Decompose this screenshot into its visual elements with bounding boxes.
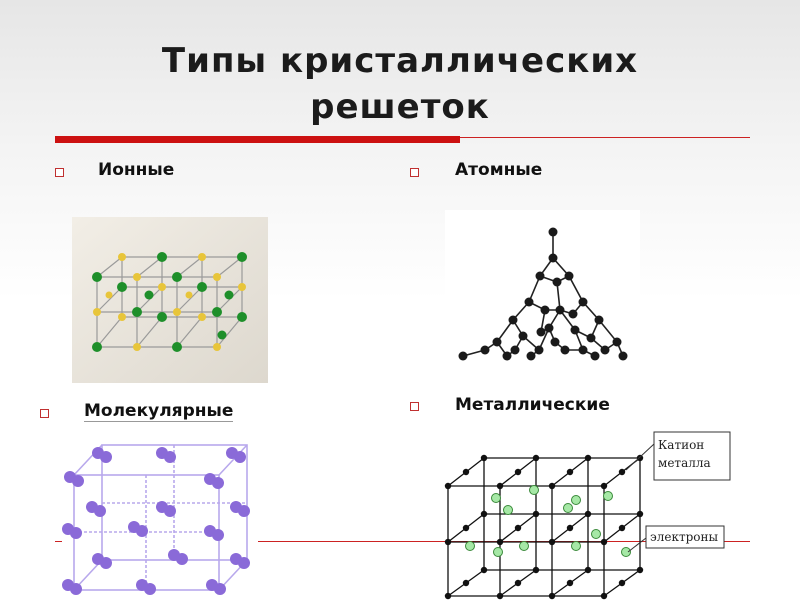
ionic-lattice-image [72, 217, 268, 383]
bullet-icon [55, 168, 64, 177]
label-metallic: Металлические [455, 395, 610, 415]
label-molecular: Молекулярные [84, 401, 234, 421]
label-ionic: Ионные [98, 160, 175, 180]
accent-bar [55, 136, 460, 143]
bullet-icon [410, 402, 419, 411]
molecular-lattice-image [62, 435, 258, 600]
callout-electrons: электроны [650, 530, 719, 544]
slide-title-line-1: Типы кристаллических [161, 41, 639, 81]
bullet-icon [410, 168, 419, 177]
slide-title [100, 38, 700, 130]
label-atomic: Атомные [455, 160, 543, 180]
callout-cation-line-2: металла [658, 456, 711, 470]
slide-title-line-2: решеток [310, 87, 490, 127]
atomic-lattice-image [445, 210, 640, 382]
bullet-icon [40, 409, 49, 418]
metallic-lattice-image [440, 428, 740, 600]
electron-dots [466, 486, 631, 557]
callout-cation-line-1: Катион [658, 438, 705, 452]
callout-cation [658, 436, 728, 472]
